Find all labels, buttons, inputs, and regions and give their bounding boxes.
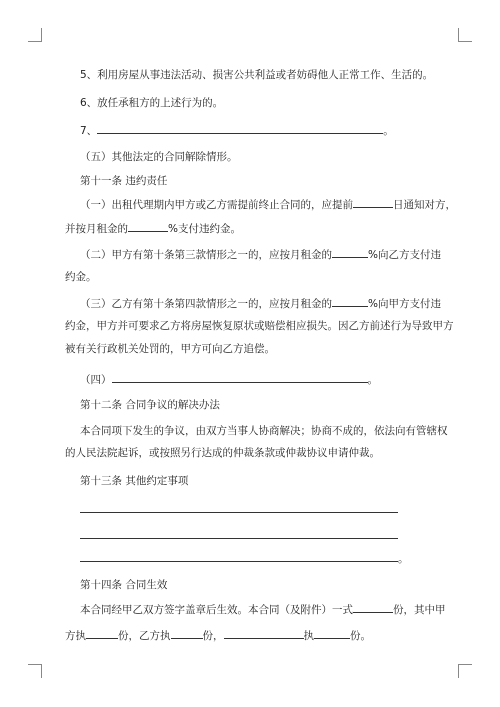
clause-item-6: 6、放任承租方的上述行为的。 — [80, 97, 224, 109]
article-12-para: 本合同项下发生的争议，由双方当事人协商解决；协商不成的，依法向有管辖权 — [80, 425, 448, 437]
fill-blank[interactable] — [332, 296, 368, 307]
clause-5-heading: （五）其他法定的合同解除情形。 — [80, 151, 238, 163]
article-14-para-cont: 方执 份，乙方执 份， 执 份。 — [65, 630, 371, 642]
fill-blank[interactable] — [97, 123, 383, 134]
fill-blank[interactable] — [80, 528, 398, 539]
article-13-line-3: 。 — [80, 551, 409, 566]
article-14-para: 本合同经甲乙双方签字盖章后生效。本合同（及附件）一式 份，其中甲 — [80, 604, 446, 616]
article-13-line-1 — [80, 502, 398, 517]
clause-item-7: 7、 。 — [80, 125, 394, 137]
article-11-para-3-cont-2: 被有关行政机关处罚的，甲方可向乙方追偿。 — [65, 343, 275, 355]
fill-blank[interactable] — [80, 551, 398, 562]
clause-item-5: 5、利用房屋从事违法活动、损害公共利益或者妨碍他人正常工作、生活的。 — [80, 69, 434, 81]
crop-mark-top-right — [458, 28, 472, 42]
crop-mark-top-left — [28, 28, 42, 42]
fill-blank[interactable] — [86, 628, 118, 639]
article-13-title: 第十三条 其他约定事项 — [80, 475, 189, 487]
article-13-line-2 — [80, 528, 398, 543]
article-11-para-4: （四） 。 — [80, 374, 378, 386]
article-11-para-2: （二）甲方有第十条第三款情形之一的，应按月租金的 %向乙方支付违 — [80, 249, 441, 261]
fill-blank[interactable] — [353, 602, 393, 613]
article-11-title: 第十一条 违约责任 — [80, 175, 168, 187]
article-12-para-cont: 的人民法院起诉，或按照另行达成的仲裁条款或仲裁协议申请仲裁。 — [65, 447, 380, 459]
fill-blank[interactable] — [224, 628, 304, 639]
fill-blank[interactable] — [112, 372, 368, 383]
fill-blank[interactable] — [353, 197, 393, 208]
fill-blank[interactable] — [171, 628, 203, 639]
fill-blank[interactable] — [314, 628, 350, 639]
article-11-para-3: （三）乙方有第十条第四款情形之一的，应按月租金的 %向甲方支付违 — [80, 298, 441, 310]
article-11-para-3-cont: 约金，甲方并可要求乙方将房屋恢复原状或赔偿相应损失。因乙方前述行为导致甲方 — [65, 320, 454, 332]
crop-mark-bottom-left — [28, 664, 42, 678]
article-14-title: 第十四条 合同生效 — [80, 579, 168, 591]
fill-blank[interactable] — [332, 247, 368, 258]
fill-blank[interactable] — [128, 221, 168, 232]
article-12-title: 第十二条 合同争议的解决办法 — [80, 399, 220, 411]
crop-mark-bottom-right — [458, 664, 472, 678]
fill-blank[interactable] — [80, 502, 398, 513]
article-11-para-2-cont: 约金。 — [65, 271, 97, 283]
article-11-para-1-cont: 并按月租金的 %支付违约金。 — [65, 223, 241, 235]
article-11-para-1: （一）出租代理期内甲方或乙方需提前终止合同的，应提前 日通知对方， — [80, 199, 456, 211]
